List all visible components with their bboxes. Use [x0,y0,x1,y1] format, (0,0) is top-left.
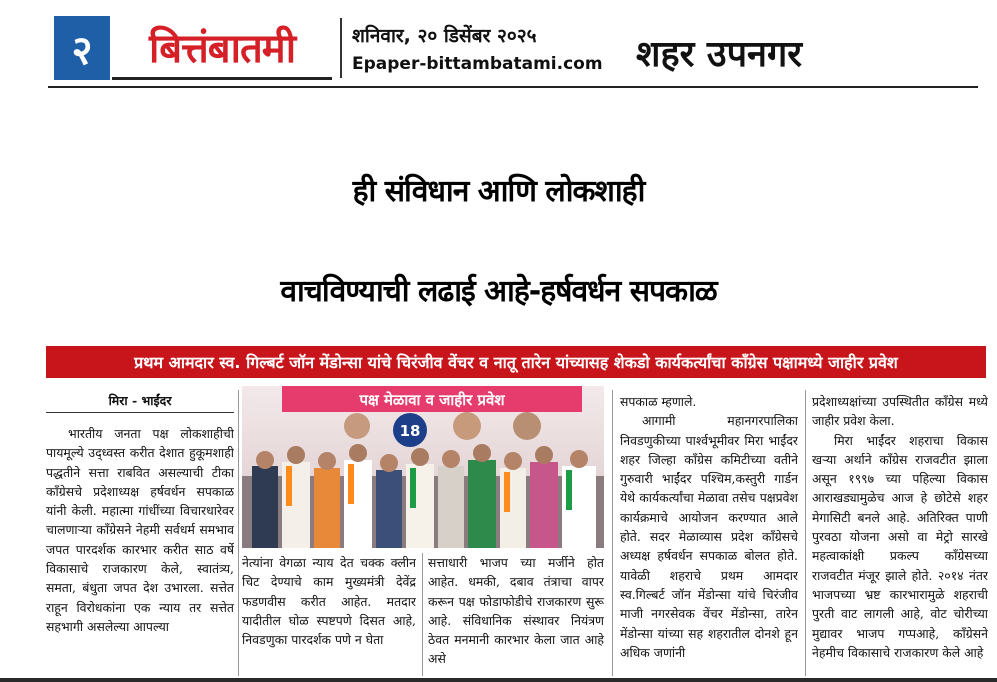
article-column-1 [46,424,234,636]
masthead [0,0,997,88]
article-column-5 [812,392,988,662]
dateline-rule [46,412,234,413]
column-rule [612,390,613,676]
headline-line-2: वाचविण्याची लढाई आहे-हर्षवर्धन सपकाळ [280,274,717,309]
paragraph: नेत्यांना वेगळा न्याय देत चक्क क्लीन चिट देण्याचे काम मुख्यमंत्री देवेंद्र फडणवीस करीत आहेत. मतदार यादीतील घोळ स्पष्टपणे दिसत आहे, निवडणुका पारदर्शक पणे न घेता [242,555,416,648]
page-bottom-border [0,678,997,682]
paragraph: सपकाळ म्हणाले. [620,394,697,409]
article-column-2 [242,553,416,649]
paragraph: सत्ताधारी भाजप च्या मर्जीने होत आहेत. धमकी, दबाव तंत्राचा वापर करून पक्ष फोडाफोडीचे राजकारण सुरू आहे. संविधानिक संस्थावर नियंत्रण ठेवत मनमानी कारभार केला जात आहे असे [428,555,604,667]
paragraph: आगामी महानगरपालिका निवडणुकीच्या पार्श्वभूमीवर मिरा भाईंदर शहर जिल्हा काँग्रेस कमिटीच्या वतीने गुरुवारी भाईंदर पश्चिम,कस्तुरी गार्डन येथे कार्यकर्त्यांचा मेळावा तसेच पक्षप्रवेश कार्यक्रमाचे आयोजन करण्यात आले होते. सदर मेळाव्यास प्रदेश काँग्रेसचे अध्यक्ष हर्षवर्धन सपकाळ बोलत होते. यावेळी शहराचे प्रथम आमदार स्व.गिल्बर्ट जॉन मेंडोन्सा यांचे चिरंजीव माजी नगरसेवक वेंचर मेंडोन्सा, तारेन मेंडोन्सा यांच्या सह शहरातील दोनशे हून अधिक जणांनी [620,413,798,660]
column-rule [805,390,806,676]
event-photo [242,386,604,548]
section-title: शहर उपनगर [636,34,803,75]
paragraph: प्रदेशाध्यक्षांच्या उपस्थितीत काँग्रेस मध्ये जाहीर प्रवेश केला. [812,394,988,429]
crowd [242,444,604,548]
badge-number: 18 [399,422,421,440]
paragraph: भारतीय जनता पक्ष लोकशाहीची पायमूल्ये उद्ध्वस्त करीत देशात हुकूमशाही पद्धतीने सत्ता राबवित असल्याची टीका काँग्रेसचे प्रदेशाध्यक्ष हर्षवर्धन सपकाळ यांनी केली. महात्मा गांधींच्या विचारधारेवर चालणाऱ्या काँग्रेसने नेहमी सर्वधर्म समभाव जपत पारदर्शक कारभार करीत साठ वर्षे विकासाचे राजकारण केले, स्वातंत्र्य, समता, बंधुता जपत देश उभारला. सत्तेत राहून विरोधकांना एक न्याय तर सत्तेत सहभागी असलेल्या आपल्या [46,426,234,634]
article-column-4 [620,392,798,662]
newspaper-logo: बित्तंबातमी [112,16,332,80]
masthead-rule [48,86,978,88]
masthead-divider [340,18,342,78]
headline-line-1: ही संविधान आणि लोकशाही [352,174,645,209]
headline [20,142,977,342]
subheadline-banner: प्रथम आमदार स्व. गिल्बर्ट जॉन मेंडोन्सा यांचे चिरंजीव वेंचर व नातू तारेन यांच्यासह शेकडो कार्यकर्त्यांचा काँग्रेस पक्षामध्ये जाहीर प्रवेश [46,346,986,378]
page-number: २ [54,16,110,80]
backdrop-text: पक्ष मेळावा व जाहीर प्रवेश [359,391,505,409]
website-link[interactable]: Epaper-bittambatami.com [352,54,603,74]
column-rule [238,390,239,676]
column-rule [422,553,423,676]
photo-illustration [242,386,604,548]
dateline: मिरा - भाईंदर [108,393,172,408]
article-column-3 [428,553,604,669]
paragraph: मिरा भाईंदर शहराचा विकास खऱ्या अर्थाने काँग्रेस राजवटीत झाला असून १९९७ च्या पहिल्या विकास आराखड्यामुळेच आज हे छोटेसे शहर मेगासिटी बनले आहे. अतिरिक्त पाणी पुरवठा योजना असो वा मेट्रो सारखे महत्वाकांक्षी प्रकल्प काँग्रेसच्या राजवटीत मंजूर झाले होते. २०१४ नंतर भाजपच्या भ्रष्ट कारभारामुळे शहराची पुरती वाट लागली आहे, वोट चोरीच्या मुद्यावर भाजप गप्पआहे, काँग्रेसने नेहमीच विकासाचे राजकारण केले आहे [812,432,988,660]
issue-date: शनिवार, २० डिसेंबर २०२५ [352,25,537,47]
